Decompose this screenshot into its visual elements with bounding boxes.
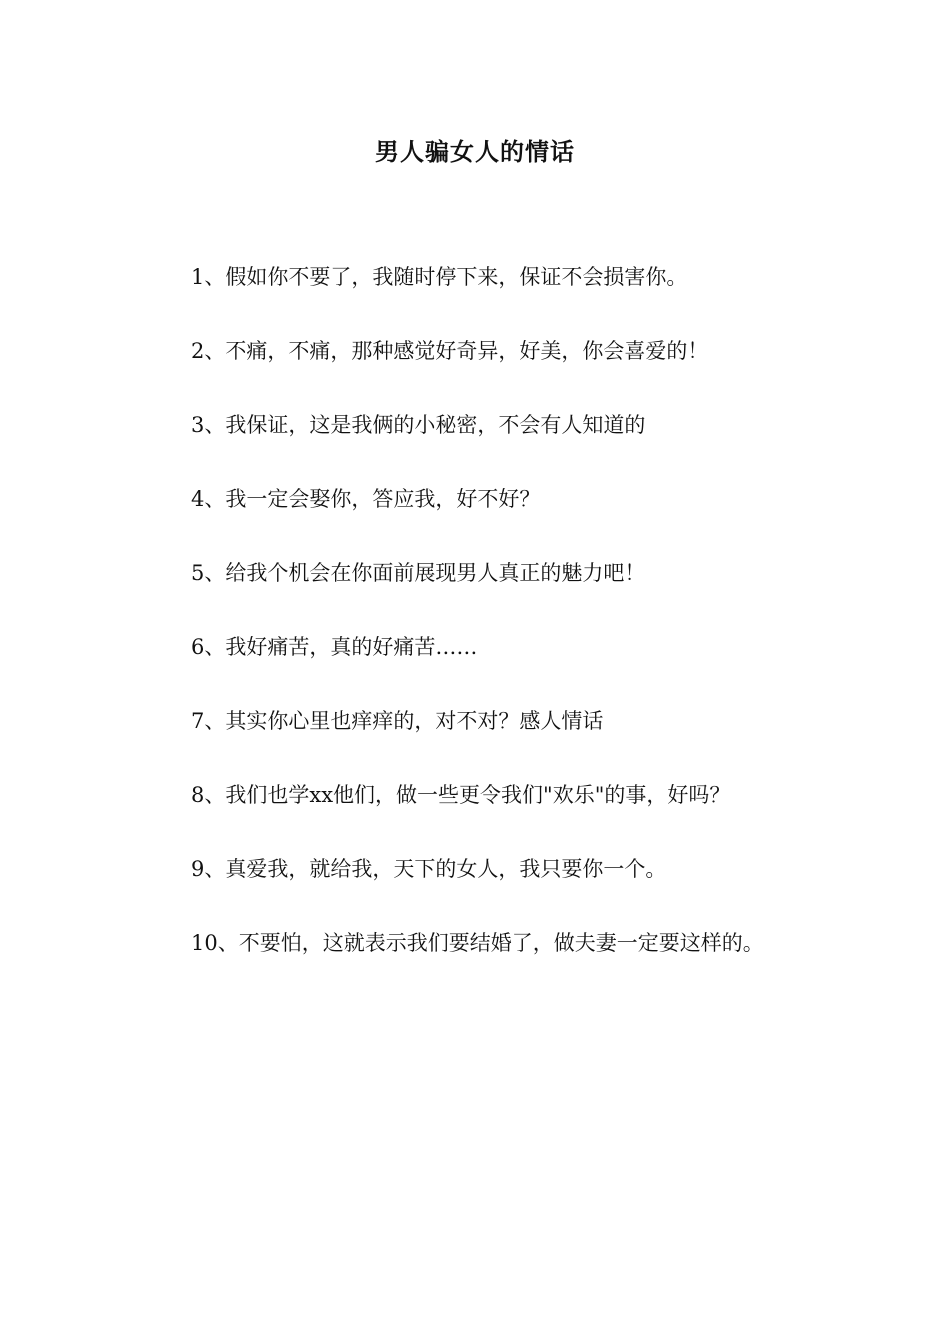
paragraph-2: 2、不痛，不痛，那种感觉好奇异，好美，你会喜爱的！ xyxy=(191,339,709,363)
paragraph-8: 8、我们也学xx他们，做一些更令我们"欢乐"的事，好吗？ xyxy=(191,783,731,807)
paragraph-3: 3、我保证，这是我俩的小秘密，不会有人知道的 xyxy=(191,413,646,437)
paragraph-1: 1、假如你不要了，我随时停下来，保证不会损害你。 xyxy=(191,265,688,289)
document-title: 男人骗女人的情话 xyxy=(375,138,575,166)
paragraph-list xyxy=(145,256,810,1012)
paragraph-5: 5、给我个机会在你面前展现男人真正的魅力吧！ xyxy=(191,561,646,585)
paragraph-9: 9、真爱我，就给我，天下的女人，我只要你一个。 xyxy=(191,857,667,881)
paragraph-4: 4、我一定会娶你，答应我，好不好？ xyxy=(191,487,541,511)
paragraph-7: 7、其实你心里也痒痒的，对不对？感人情话 xyxy=(191,709,604,733)
paragraph-10: 10、不要怕，这就表示我们要结婚了，做夫妻一定要这样的。 xyxy=(191,931,764,955)
paragraph-6: 6、我好痛苦，真的好痛苦…… xyxy=(191,635,478,659)
